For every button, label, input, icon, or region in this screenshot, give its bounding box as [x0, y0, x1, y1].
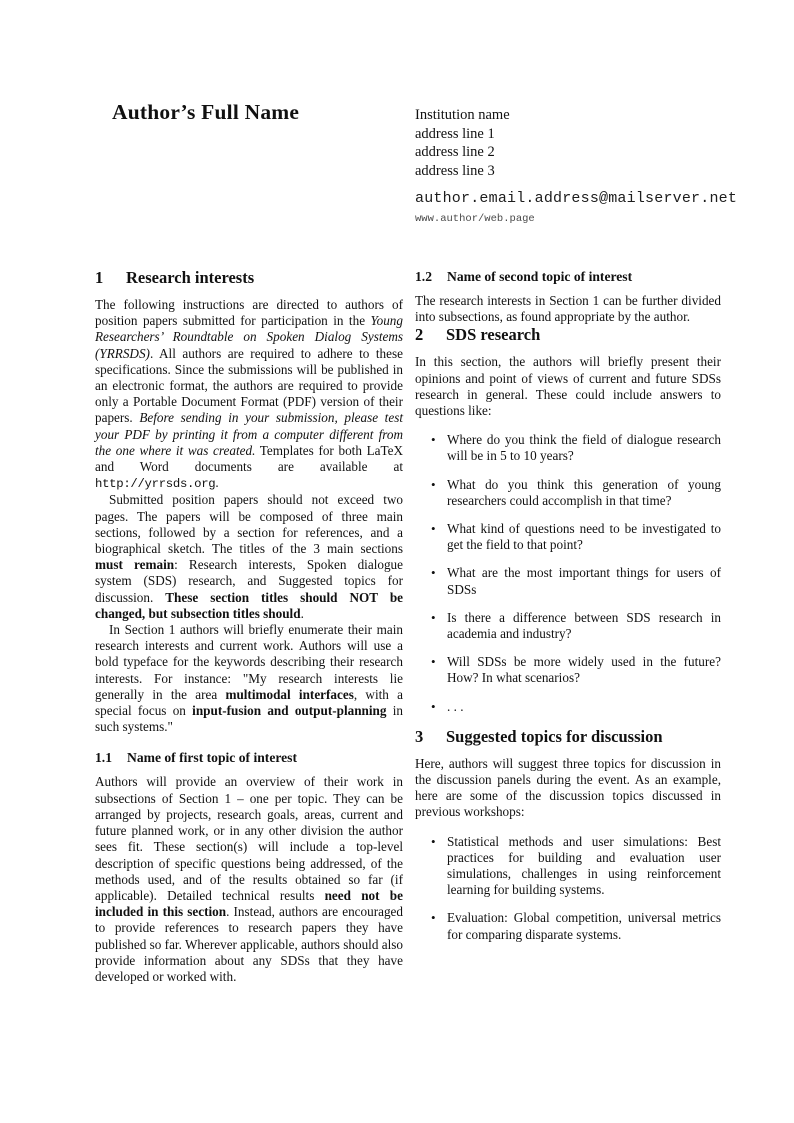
- section-1-1-number: 1.1: [95, 750, 112, 766]
- section-3-bullet-list: [415, 834, 721, 943]
- section-1-paragraph-1: The following instructions are directed to authors of position papers submitted for participation in the Young Researchers’ Roundtable on Spoken Dialog Systems (YRRSDS). All authors are required to adhere to these specifications. Since the submissions will be published in an electronic format, the authors are required to provide only a Portable Document Format (PDF) version of their papers. Before sending in your submission, please test your PDF by printing it from a computer different from the one where it was created. Templates for both LaTeX and Word documents are available at http://yrrsds.org.: [95, 297, 404, 492]
- section-1-paragraph-3: In Section 1 authors will briefly enumerate their main research interests and current work. Authors will use a bold typeface for the keywords describing their research interests. For instance: "My research interests lie generally in the area multimodal interfaces, with a special focus on input-fusion and output-planning in such systems.": [95, 622, 403, 735]
- list-item: [415, 699, 721, 715]
- institution-name: Institution name: [415, 107, 510, 123]
- section-2-number: 2: [415, 325, 424, 345]
- section-3-heading: [415, 727, 721, 747]
- list-item: [415, 477, 721, 509]
- address-line-1: address line 1: [415, 125, 495, 142]
- section-2-heading: [415, 325, 721, 345]
- list-item-text: . . .: [447, 698, 464, 714]
- section-1-heading: [95, 268, 403, 288]
- bullet-icon: •: [431, 698, 436, 714]
- list-item-text: Evaluation: Global competition, universal metrics for comparing disparate systems.: [447, 910, 721, 942]
- bullet-icon: •: [431, 432, 436, 448]
- section-2-bullet-list: [415, 432, 721, 715]
- section-1-title: Research interests: [126, 268, 255, 287]
- list-item: [415, 834, 721, 899]
- bullet-icon: •: [431, 565, 436, 581]
- section-3-number: 3: [415, 726, 424, 746]
- section-3-title: Suggested topics for discussion: [446, 726, 663, 746]
- address-line-2: address line 2: [415, 144, 495, 161]
- bullet-icon: •: [431, 910, 436, 926]
- section-1-1-heading: [95, 749, 403, 766]
- author-website: www.author/web.page: [415, 212, 535, 225]
- section-2-paragraph: In this section, the authors will briefly present their opinions and point of views of current and future SDSs research in general. These could include answers to questions like:: [415, 354, 721, 419]
- list-item: [415, 654, 721, 686]
- bullet-icon: •: [431, 476, 436, 492]
- list-item-text: Statistical methods and user simulations: Best practices for building and evaluation user simulations, challenges in using reinforcement learning for building systems.: [447, 833, 721, 898]
- section-1-2-title: Name of second topic of interest: [447, 269, 633, 284]
- bullet-icon: •: [431, 609, 436, 625]
- list-item-text: Will SDSs be more widely used in the future? How? In what scenarios?: [447, 654, 721, 686]
- section-1-paragraph-2: Submitted position papers should not exceed two pages. The papers will be composed of three main sections, followed by a section for references, and a biographical sketch. The titles of the 3 main sections must remain: Research interests, Spoken dialogue system (SDS) research, and Suggested topics for discussion. These section titles should NOT be changed, but subsection titles should.: [95, 492, 404, 621]
- section-1-2-paragraph: The research interests in Section 1 can be further divided into subsections, as found appropriate by the author.: [415, 293, 721, 325]
- affiliation-block: [415, 106, 737, 229]
- column-right: [415, 268, 721, 955]
- bullet-icon: •: [431, 521, 436, 537]
- bullet-icon: •: [431, 654, 436, 670]
- list-item: [415, 610, 721, 642]
- section-2-title: SDS research: [446, 325, 541, 345]
- column-left: [95, 268, 403, 985]
- section-1-2-number: 1.2: [415, 269, 432, 284]
- section-1-1-paragraph: Authors will provide an overview of their work in subsections of Section 1 – one per topic. They can be arranged by projects, research goals, areas, current and future planned work, or in any other division the author sees fit. These section(s) will include a top-level description of specific questions being addressed, of the methods used, and of the results obtained so far (if applicable). Detailed technical results need not be included in this section. Instead, authors are encouraged to provide references to research papers they have published so far. Wherever applicable, authors should also provide information about any SDSs that they have developed or worked with.: [95, 774, 403, 984]
- list-item-text: Is there a difference between SDS research in academia and industry?: [447, 609, 721, 642]
- section-1-1-title: Name of first topic of interest: [127, 750, 297, 766]
- author-email: author.email.address@mailserver.net: [415, 190, 738, 208]
- section-1-2-heading: [415, 268, 721, 285]
- list-item: [415, 910, 721, 942]
- list-item: [415, 432, 721, 464]
- list-item-text: What do you think this generation of young researchers could accomplish in that time?: [447, 476, 721, 508]
- bullet-icon: •: [431, 833, 436, 849]
- list-item: [415, 521, 721, 553]
- section-3-paragraph: Here, authors will suggest three topics for discussion in the discussion panels during the event. As an example, here are some of the discussion topics discussed in previous workshops:: [415, 755, 721, 820]
- list-item: [415, 565, 721, 597]
- list-item-text: What are the most important things for users of SDSs: [447, 565, 721, 597]
- list-item-text: Where do you think the field of dialogue research will be in 5 to 10 years?: [447, 432, 721, 464]
- author-name: Author’s Full Name: [112, 100, 300, 124]
- list-item-text: What kind of questions need to be investigated to get the field to that point?: [447, 521, 721, 553]
- address-line-3: address line 3: [415, 162, 495, 179]
- section-1-number: 1: [95, 268, 104, 287]
